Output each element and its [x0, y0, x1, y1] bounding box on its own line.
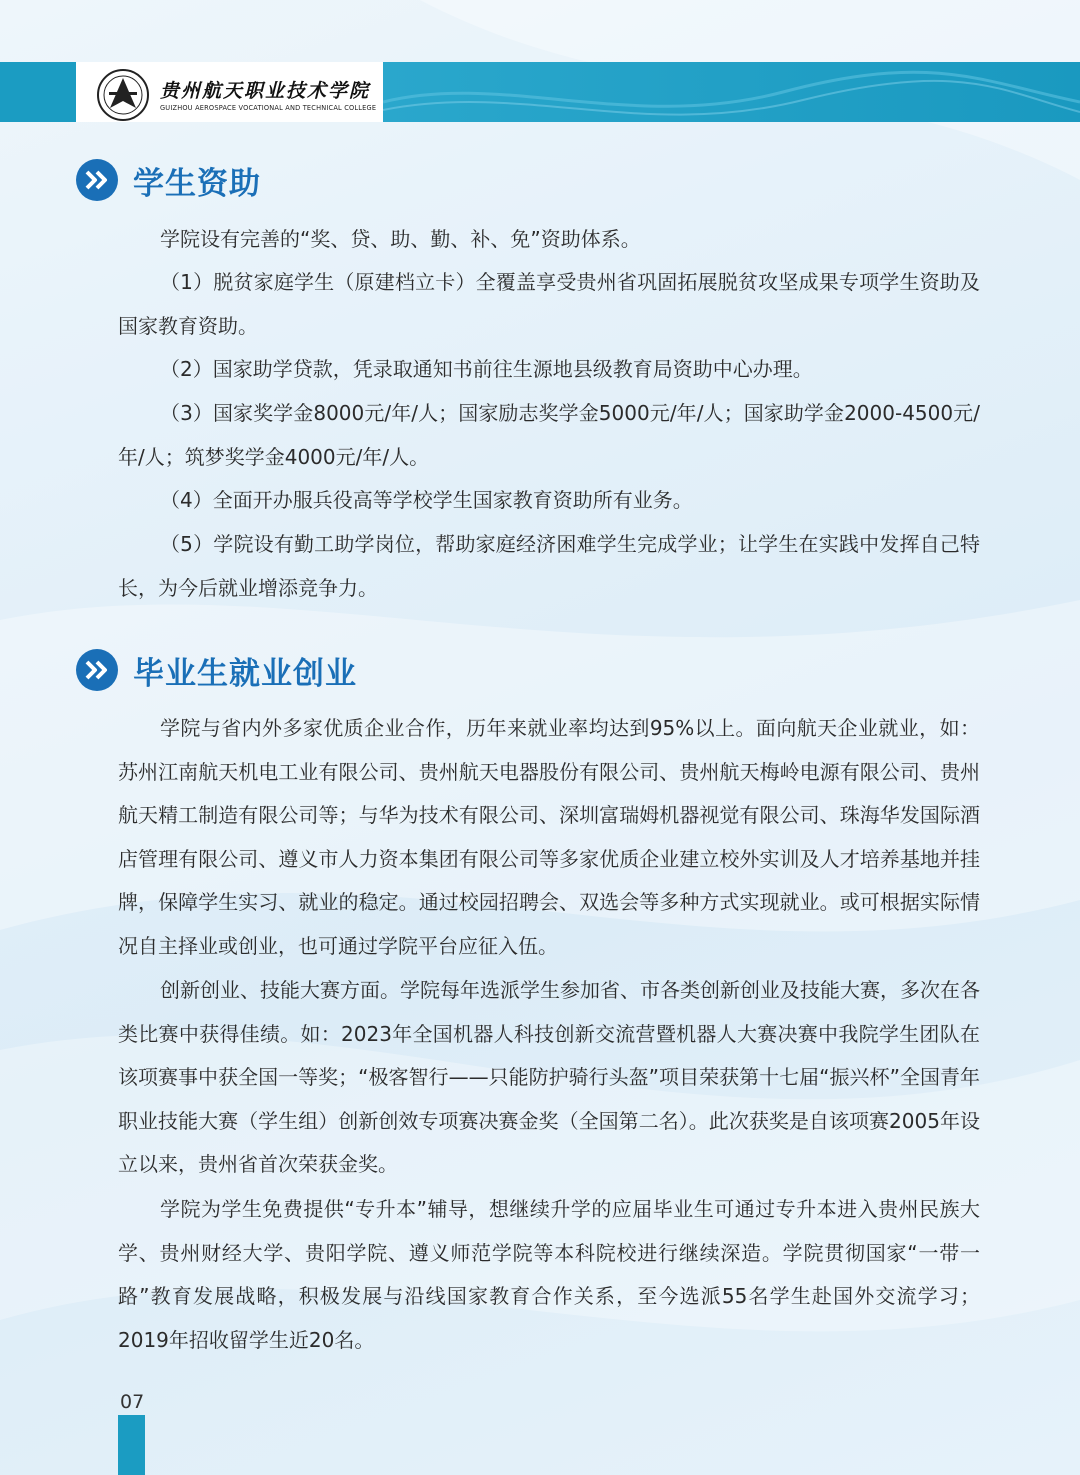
college-name-cn: 贵州航天职业技术学院: [160, 80, 371, 102]
paragraph: （4）全面开办服兵役高等学校学生国家教育资助所有业务。: [160, 488, 693, 512]
section-header-employment: [76, 647, 357, 693]
header-swoosh: [383, 62, 1080, 122]
section-header-student-aid: [76, 157, 261, 203]
paragraph: 创新创业、技能大赛方面。学院每年选派学生参加省、市各类创新创业及技能大赛，多次在各类比赛中获得佳绩。如：2023年全国机器人科技创新交流营暨机器人大赛决赛中我院学生团队在该项赛事中获全国一等奖；“极客智行——只能防护骑行头盔”项目荣获第十七届“振兴杯”全国青年职业技能大赛（学生组）创新创效专项赛决赛金奖（全国第二名）。此次获奖是自该项赛2005年设立以来，贵州省首次荣获金奖。: [118, 978, 980, 1177]
section-title: 学生资助: [133, 165, 261, 202]
header-bar: [0, 62, 1080, 122]
paragraph: （5）学院设有勤工助学岗位，帮助家庭经济困难学生完成学业；让学生在实践中发挥自己特长，为今后就业增添竞争力。: [118, 532, 980, 600]
header-accent-left: [0, 62, 76, 122]
double-chevron-right-icon: [76, 159, 118, 201]
college-logo: [76, 62, 383, 122]
paragraph: （3）国家奖学金8000元/年/人；国家励志奖学金5000元/年/人；国家助学金2000-4500元/年/人；筑梦奖学金4000元/年/人。: [118, 401, 980, 469]
paragraph: 学院为学生免费提供“专升本”辅导，想继续升学的应届毕业生可通过专升本进入贵州民族大学、贵州财经大学、贵阳学院、遵义师范学院等本科院校进行继续深造。学院贯彻国家“一带一路”教育发展战略，积极发展与沿线国家教育合作关系，至今选派55名学生赴国外交流学习；2019年招收留学生近20名。: [118, 1197, 980, 1352]
header-accent-right: [383, 62, 1080, 122]
page-tab-marker: [118, 1415, 145, 1475]
page-number: 07: [120, 1391, 145, 1413]
paragraph: 学院设有完善的“奖、贷、助、勤、补、免”资助体系。: [160, 227, 641, 251]
college-emblem-icon: [96, 68, 150, 122]
college-name-en: GUIZHOU AEROSPACE VOCATIONAL AND TECHNICAL COLLEGE: [160, 104, 377, 112]
paragraph: 学院与省内外多家优质企业合作，历年来就业率均达到95%以上。面向航天企业就业，如：苏州江南航天机电工业有限公司、贵州航天电器股份有限公司、贵州航天梅岭电源有限公司、贵州航天精工制造有限公司等；与华为技术有限公司、深圳富瑞姆机器视觉有限公司、珠海华发国际酒店管理有限公司、遵义市人力资本集团有限公司等多家优质企业建立校外实训及人才培养基地并挂牌，保障学生实习、就业的稳定。通过校园招聘会、双选会等多种方式实现就业。或可根据实际情况自主择业或创业，也可通过学院平台应征入伍。: [118, 716, 980, 958]
double-chevron-right-icon: [76, 649, 118, 691]
section-title: 毕业生就业创业: [133, 655, 357, 692]
paragraph: （2）国家助学贷款，凭录取通知书前往生源地县级教育局资助中心办理。: [160, 357, 813, 381]
paragraph: （1）脱贫家庭学生（原建档立卡）全覆盖享受贵州省巩固拓展脱贫攻坚成果专项学生资助及国家教育资助。: [118, 270, 980, 338]
